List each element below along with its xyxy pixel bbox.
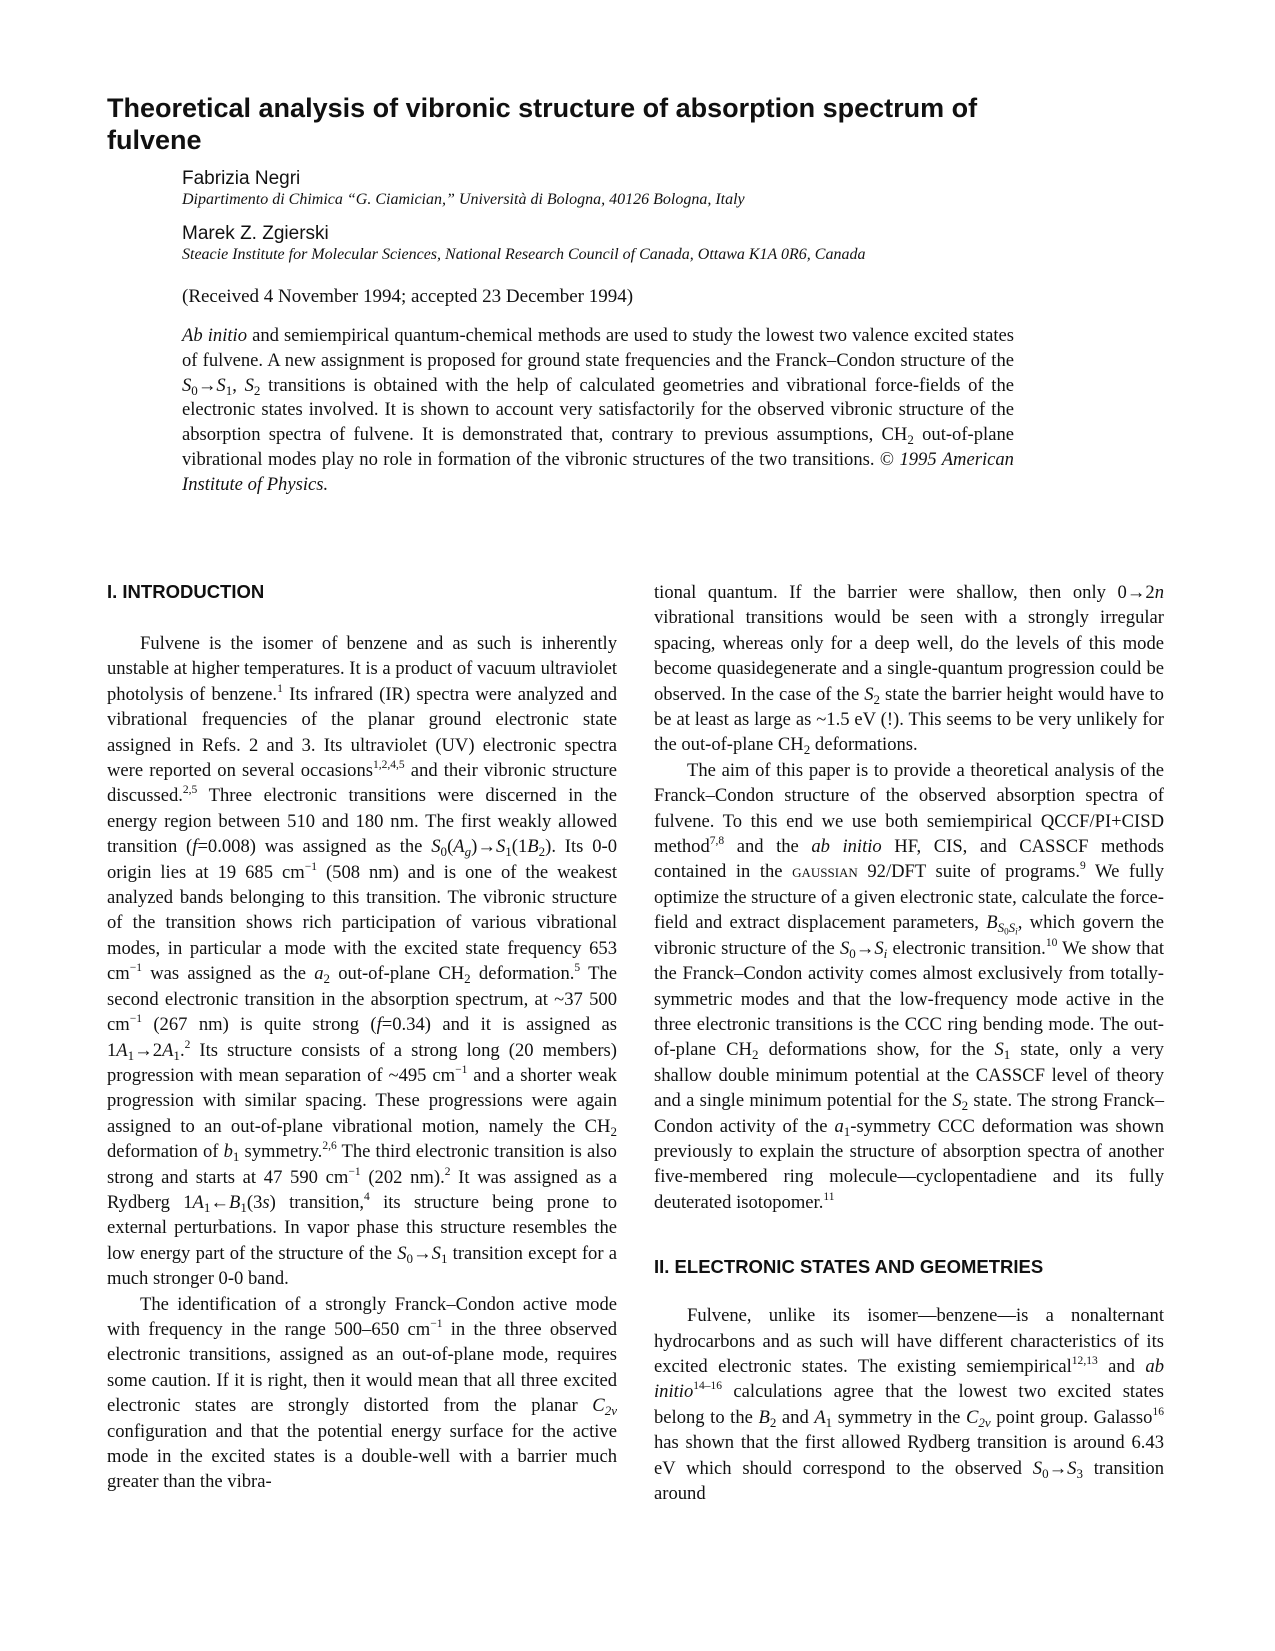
author-name: Fabrizia Negri xyxy=(182,168,301,189)
paper-title: Theoretical analysis of vibronic structure of absorption spectrum of fulvene xyxy=(107,93,978,155)
intro-paragraph: Fulvene is the isomer of benzene and as such is inherently unstable at higher temperatures. It is a product of vacuum ultraviolet photolysis of benzene.$^1$ Its infrared (IR) spectra were analyzed and vibrational frequencies of the planar ground electronic state assigned in Refs. 2 and 3. Its ultraviolet (UV) electronic spectra were reported on several occasions$^{1,2,4,5}$ and their vibronic structure discussed.$^{2,5}$ Three electronic transitions were discerned in the energy region between 510 and 180 nm. The first weakly allowed transition (f=0.008) was assigned as the $S_0(A_g)\to S_1(1B_2)$. Its 0-0 origin lies at 19 685 $cm^{-1}$ (508 nm) and is one of the weakest analyzed bands belonging to this transition. The vibronic structure of the transition shows rich participation of various vibrational modes, in particular a mode with the excited state frequency 653 $cm^{-1}$ was assigned as the $a_2$ out-of-plane $CH_2$ deformation.$^5$ The second electronic transition in the absorption spectrum, at ~37 500 $cm^{-1}$ (267 nm) is quite strong (f=0.34) and it is assigned as $1A_1\to 2A_1.^2$ Its structure consists of a strong long (20 members) progression with mean separation of ~495 $cm^{-1}$ and a shorter weak progression with similar spacing. These progressions were again assigned to an out-of-plane vibrational motion, namely the $CH_2$ deformation of $b_1$ symmetry.$^{2,6}$ The third electronic transition is also strong and starts at 47 590 $cm^{-1}$ (202 nm).$^2$ It was assigned as a Rydberg $1A_1\leftarrow B_1(3s)$ transition,$^4$ its structure being prone to external perturbations. In vapor phase this structure resembles the low energy part of the structure of the $S_0\to S_1$ transition except for a much stronger 0-0 band. xyxy=(107,633,618,1290)
author-affiliation: Steacie Institute for Molecular Sciences, National Research Council of Canada, Ottawa K1A 0R6, Canada xyxy=(182,246,866,263)
intro-paragraph: tional quantum. If the barrier were shallow, then only 0→2n vibrational transitions would be seen with a strongly irregular spacing, whereas only for a deep well, do the levels of this mode become quasidegenerate and a single-quantum progression could be observed. In the case of the $S_2$ state the barrier height would have to be at least as large as ~1.5 eV (!). This seems to be very unlikely for the out-of-plane $CH_2$ deformations. xyxy=(654,582,1164,758)
received-dates: (Received 4 November 1994; accepted 23 December 1994) xyxy=(182,286,634,307)
section-paragraph: Fulvene, unlike its isomer—benzene—is a nonalternant hydrocarbons and as such will have different characteristics of its excited electronic states. The existing semiempirical$^{12,13}$ and ab initio$^{14-16}$ calculations agree that the lowest two excited states belong to the $B_2$ and $A_1$ symmetry in the $C_{2v}$ point group. Galasso$^{16}$ has shown that the first allowed Rydberg transition is around 6.43 eV which should correspond to the observed $S_0\to S_3$ transition around xyxy=(654,1305,1165,1504)
section-heading-electronic-states: II. ELECTRONIC STATES AND GEOMETRIES xyxy=(654,1256,1044,1278)
right-column xyxy=(654,580,1164,1506)
author-name: Marek Z. Zgierski xyxy=(182,223,329,244)
left-column xyxy=(107,580,617,1495)
intro-paragraph: The aim of this paper is to provide a theoretical analysis of the Franck–Condon structure of the observed absorption spectra of fulvene. To this end we use both semiempirical QCCF/PI+CISD method$^{7,8}$ and the ab initio HF, CIS, and CASSCF methods contained in the gaussian 92/DFT suite of programs.$^9$ We fully optimize the structure of a given electronic state, calculate the force-field and extract displacement parameters, $B_{S_0S_i}$, which govern the vibronic structure of the $S_0\to S_i$ electronic transition.$^{10}$ We show that the Franck–Condon activity comes almost exclusively from totally-symmetric modes and that the low-frequency mode active in the three electronic transitions is the CCC ring bending mode. The out-of-plane $CH_2$ deformations show, for the $S_1$ state, only a very shallow double minimum potential at the CASSCF level of theory and a single minimum potential for the $S_2$ state. The strong Franck–Condon activity of the $a_1$-symmetry CCC deformation was shown previously to explain the structure of absorption spectra of another five-membered ring molecule—cyclopentadiene and its fully deuterated isotopomer.$^{11}$ xyxy=(654,759,1164,1213)
section-heading-introduction: I. INTRODUCTION xyxy=(107,581,265,602)
author-affiliation: Dipartimento di Chimica “G. Ciamician,” Università di Bologna, 40126 Bologna, Italy xyxy=(182,191,745,208)
intro-paragraph: The identification of a strongly Franck–Condon active mode with frequency in the range 500–650 $cm^{-1}$ in the three observed electronic transitions, assigned as an out-of-plane mode, requires some caution. If it is right, then it would mean that all three excited electronic states are strongly distorted from the planar $C_{2v}$ configuration and that the potential energy surface for the active mode in the excited states is a double-well with a barrier much greater than the vibra- xyxy=(107,1293,617,1493)
abstract: Ab initio and semiempirical quantum-chemical methods are used to study the lowest two valence excited states of fulvene. A new assignment is proposed for ground state frequencies and the Franck–Condon structure of the $S_0\to S_1$, $S_2$ transitions is obtained with the help of calculated geometries and vibrational force-fields of the electronic states involved. It is shown to account very satisfactorily for the observed vibronic structure of the absorption spectra of fulvene. It is demonstrated that, contrary to previous assumptions, $CH_2$ out-of-plane vibrational modes play no role in formation of the vibronic structures of the two transitions. © 1995 American Institute of Physics. xyxy=(182,325,1015,495)
